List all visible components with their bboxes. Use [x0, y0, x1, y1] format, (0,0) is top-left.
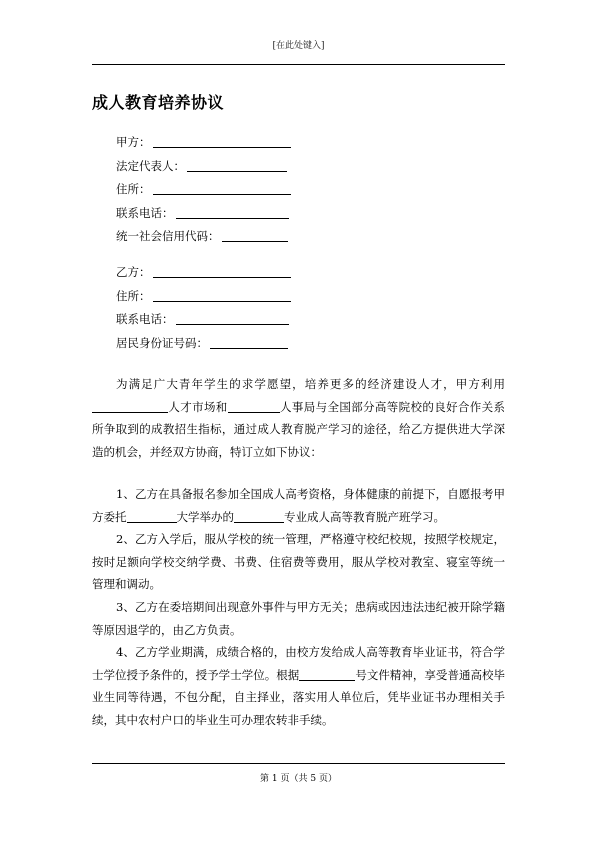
clause-4-text-b: 号文件精神，享受普通高校毕业生同等待遇，不包分配，自主择业，落实用人单位后，凭毕业证书办理相关手续，其中农村户口的毕业生可办理农转非手续。	[92, 667, 506, 727]
intro-text-2: 人才市场和	[168, 399, 228, 414]
clause-1	[92, 483, 505, 528]
party-a-rep-blank[interactable]	[187, 155, 287, 172]
party-a-addr-label: 住所：	[116, 182, 151, 196]
party-a-addr-field	[116, 178, 291, 202]
party-b-id-blank[interactable]	[210, 332, 288, 349]
party-b-addr-label: 住所：	[116, 288, 151, 303]
party-a-name-blank[interactable]	[153, 131, 291, 148]
party-b-phone-blank[interactable]	[176, 308, 289, 325]
party-b-addr-blank[interactable]	[153, 285, 291, 302]
clause-1-major-blank[interactable]	[234, 509, 284, 523]
party-a-phone-label: 联系电话：	[116, 205, 174, 220]
intro-text-3: 人事局与全国部分高等院校的良好合作关系所争取到的成教招生指标，通过成人教育脱产学习的途径，给乙方提供进大学深造的机会，并经双方协商，特订立如下协议：	[92, 399, 506, 459]
clause-4	[92, 641, 505, 731]
party-a-phone-field	[116, 202, 291, 226]
clause-3: 3、乙方在委培期间出现意外事件与甲方无关；患病或因违法违纪被开除学籍等原因退学的，由乙方负责。	[92, 600, 505, 637]
clause-2: 2、乙方入学后，服从学校的统一管理，严格遵守校纪校规，按照学校规定，按时足额向学校交纳学费、书费、住宿费等费用，服从学校对教室、寝室等统一管理和调动。	[92, 532, 505, 591]
party-a-credit-blank[interactable]	[222, 225, 288, 242]
header-divider	[92, 64, 505, 65]
clause-1-text-a: 1、乙方在具备报名参加全国成人高考资格，身体健康的前提下，自愿报考甲方委托	[92, 487, 505, 524]
party-a-addr-blank[interactable]	[153, 178, 291, 195]
party-b-id-label: 居民身份证号码：	[116, 335, 208, 350]
page-number: 第 1 页（共 5 页）	[260, 774, 337, 784]
party-a-credit-field	[116, 225, 291, 249]
party-a-name-field	[116, 131, 291, 155]
clause-1-text-c: 专业成人高等教育脱产班学习。	[284, 509, 445, 524]
party-b-label: 乙方：	[116, 265, 151, 279]
intro-blank-2[interactable]	[142, 399, 168, 413]
party-a-rep-label: 法定代表人：	[116, 158, 185, 173]
intro-paragraph	[92, 373, 505, 463]
intro-text-1: 为满足广大青年学生的求学愿望，培养更多的经济建设人才，甲方利用	[116, 377, 505, 391]
party-a-phone-blank[interactable]	[176, 202, 289, 219]
page-header-placeholder: [在此处键入]	[272, 41, 325, 51]
party-a-credit-label: 统一社会信用代码：	[116, 229, 220, 243]
party-b-id-field	[116, 332, 291, 356]
party-a-rep-field	[116, 155, 291, 179]
party-a-label: 甲方：	[116, 135, 151, 149]
clause-4-text-a: 4、乙方学业期满，成绩合格的，由校方发给成人高等教育毕业证书，符合学士学位授予条件的，授予学士学位。根据	[92, 645, 505, 682]
party-a-fields	[116, 131, 291, 249]
intro-blank-1[interactable]	[92, 399, 142, 413]
intro-blank-3[interactable]	[228, 399, 280, 413]
document-title: 成人教育培养协议	[92, 93, 225, 112]
party-b-name-blank[interactable]	[153, 261, 291, 278]
party-b-phone-field	[116, 308, 291, 332]
clause-4-document-blank[interactable]	[299, 667, 355, 681]
clause-1-text-b: 大学举办的	[176, 509, 234, 524]
party-b-phone-label: 联系电话：	[116, 312, 174, 326]
party-b-fields	[116, 261, 291, 355]
clause-1-university-blank[interactable]	[127, 509, 177, 523]
party-b-name-field	[116, 261, 291, 285]
party-b-addr-field	[116, 285, 291, 309]
footer-divider	[92, 763, 505, 764]
